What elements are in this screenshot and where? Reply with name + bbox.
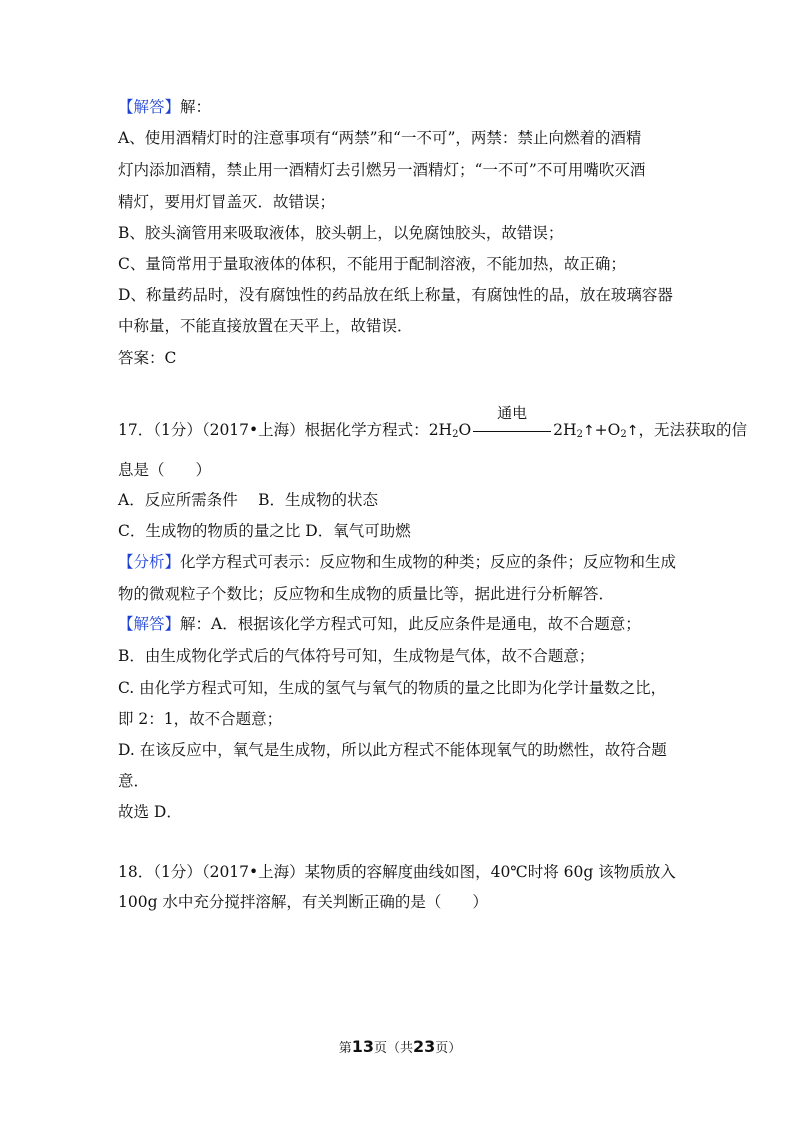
answer16-line: C、量筒常用于量取液体的体积，不能用于配制溶液，不能加热，故正确； [118,255,626,273]
q18-stem-line1: 18．（1分）（2017•上海）某物质的容解度曲线如图，40℃时将 60g 该物质放入 [118,863,676,881]
answer16-line: D、称量药品时，没有腐蚀性的药品放在纸上称量，有腐蚀性的品，放在玻璃容器 [118,286,673,304]
q17-analysis [118,552,676,572]
answer-text: 解：A．根据该化学方程式可知，此反应条件是通电，故不合题意； [180,615,641,633]
q17-answer-line: C. 由化学方程式可知，生成的氢气与氧气的物质的量之比即为化学计量数之比， [118,679,667,697]
q17-answer-line: B．由生成物化学式后的气体符号可知，生成物是气体，故不合题意； [118,647,595,665]
gas-arrow-icon: ↑ [626,423,639,439]
gas-arrow-icon: ↑ [582,423,595,439]
q17-stem-line2: 息是（ ） [118,461,212,479]
q17-stem-suffix: ，无法获取的信 [638,421,747,439]
analysis-text: 化学方程式可表示：反应物和生成物的种类；反应的条件；反应物和生成 [180,553,677,571]
q17-answer-line: D. 在该反应中，氧气是生成物，所以此方程式不能体现氧气的助燃性，故符合题 [118,741,667,759]
answer16-heading [118,97,211,117]
q17-options-row2: C．生成物的物质的量之比 D．氧气可助燃 [118,522,411,540]
chemical-equation: $2H_2O$ 通电 $2H_2↑+O_2↑$ [428,404,639,440]
answer16-line: B、胶头滴管用来吸取液体，胶头朝上，以免腐蚀胶头，故错误； [118,224,564,242]
analysis-tag: 【分析】 [118,553,181,571]
answer16-final: 答案：C [118,349,177,367]
page-total: 23 [413,1037,436,1056]
q17-answer [118,614,641,634]
answer16-line: 中称量，不能直接放置在天平上，故错误． [118,317,413,335]
answer-tag: 【解答】 [118,98,181,116]
answer-tag: 【解答】 [118,615,181,633]
answer16-line: 精灯，要用灯冒盖灭．故错误； [118,193,336,211]
answer16-line: A、使用酒精灯时的注意事项有“两禁”和“一不可”，两禁：禁止向燃着的酒精 [118,129,642,147]
answer16-line: 灯内添加酒精，禁止用一酒精灯去引燃另一酒精灯；“一不可”不可用嘴吹灭酒 [118,161,646,179]
condition-label: 通电 [497,404,528,422]
q17-analysis-line2: 物的微观粒子个数比；反应物和生成物的质量比等，据此进行分析解答． [118,585,615,603]
page-footer: 第13页（共23页） [338,1037,462,1056]
page-number: 13 [351,1037,374,1056]
q17-options-row1: A．反应所需条件 B．生成物的状态 [118,491,379,509]
q17-answer-line: 意． [118,772,150,790]
q18-stem-line2: 100g 水中充分搅拌溶解，有关判断正确的是（ ） [118,893,488,911]
reaction-condition [471,404,553,440]
answer-tag-suffix: 解： [180,98,212,116]
q17-answer-line: 即 2：1，故不合题意； [118,710,283,728]
q17-final: 故选 D． [118,803,182,821]
q17-stem [118,404,747,441]
equation-bar [473,431,551,432]
q17-stem-prefix: 17．（1分）（2017•上海）根据化学方程式： [118,421,429,439]
